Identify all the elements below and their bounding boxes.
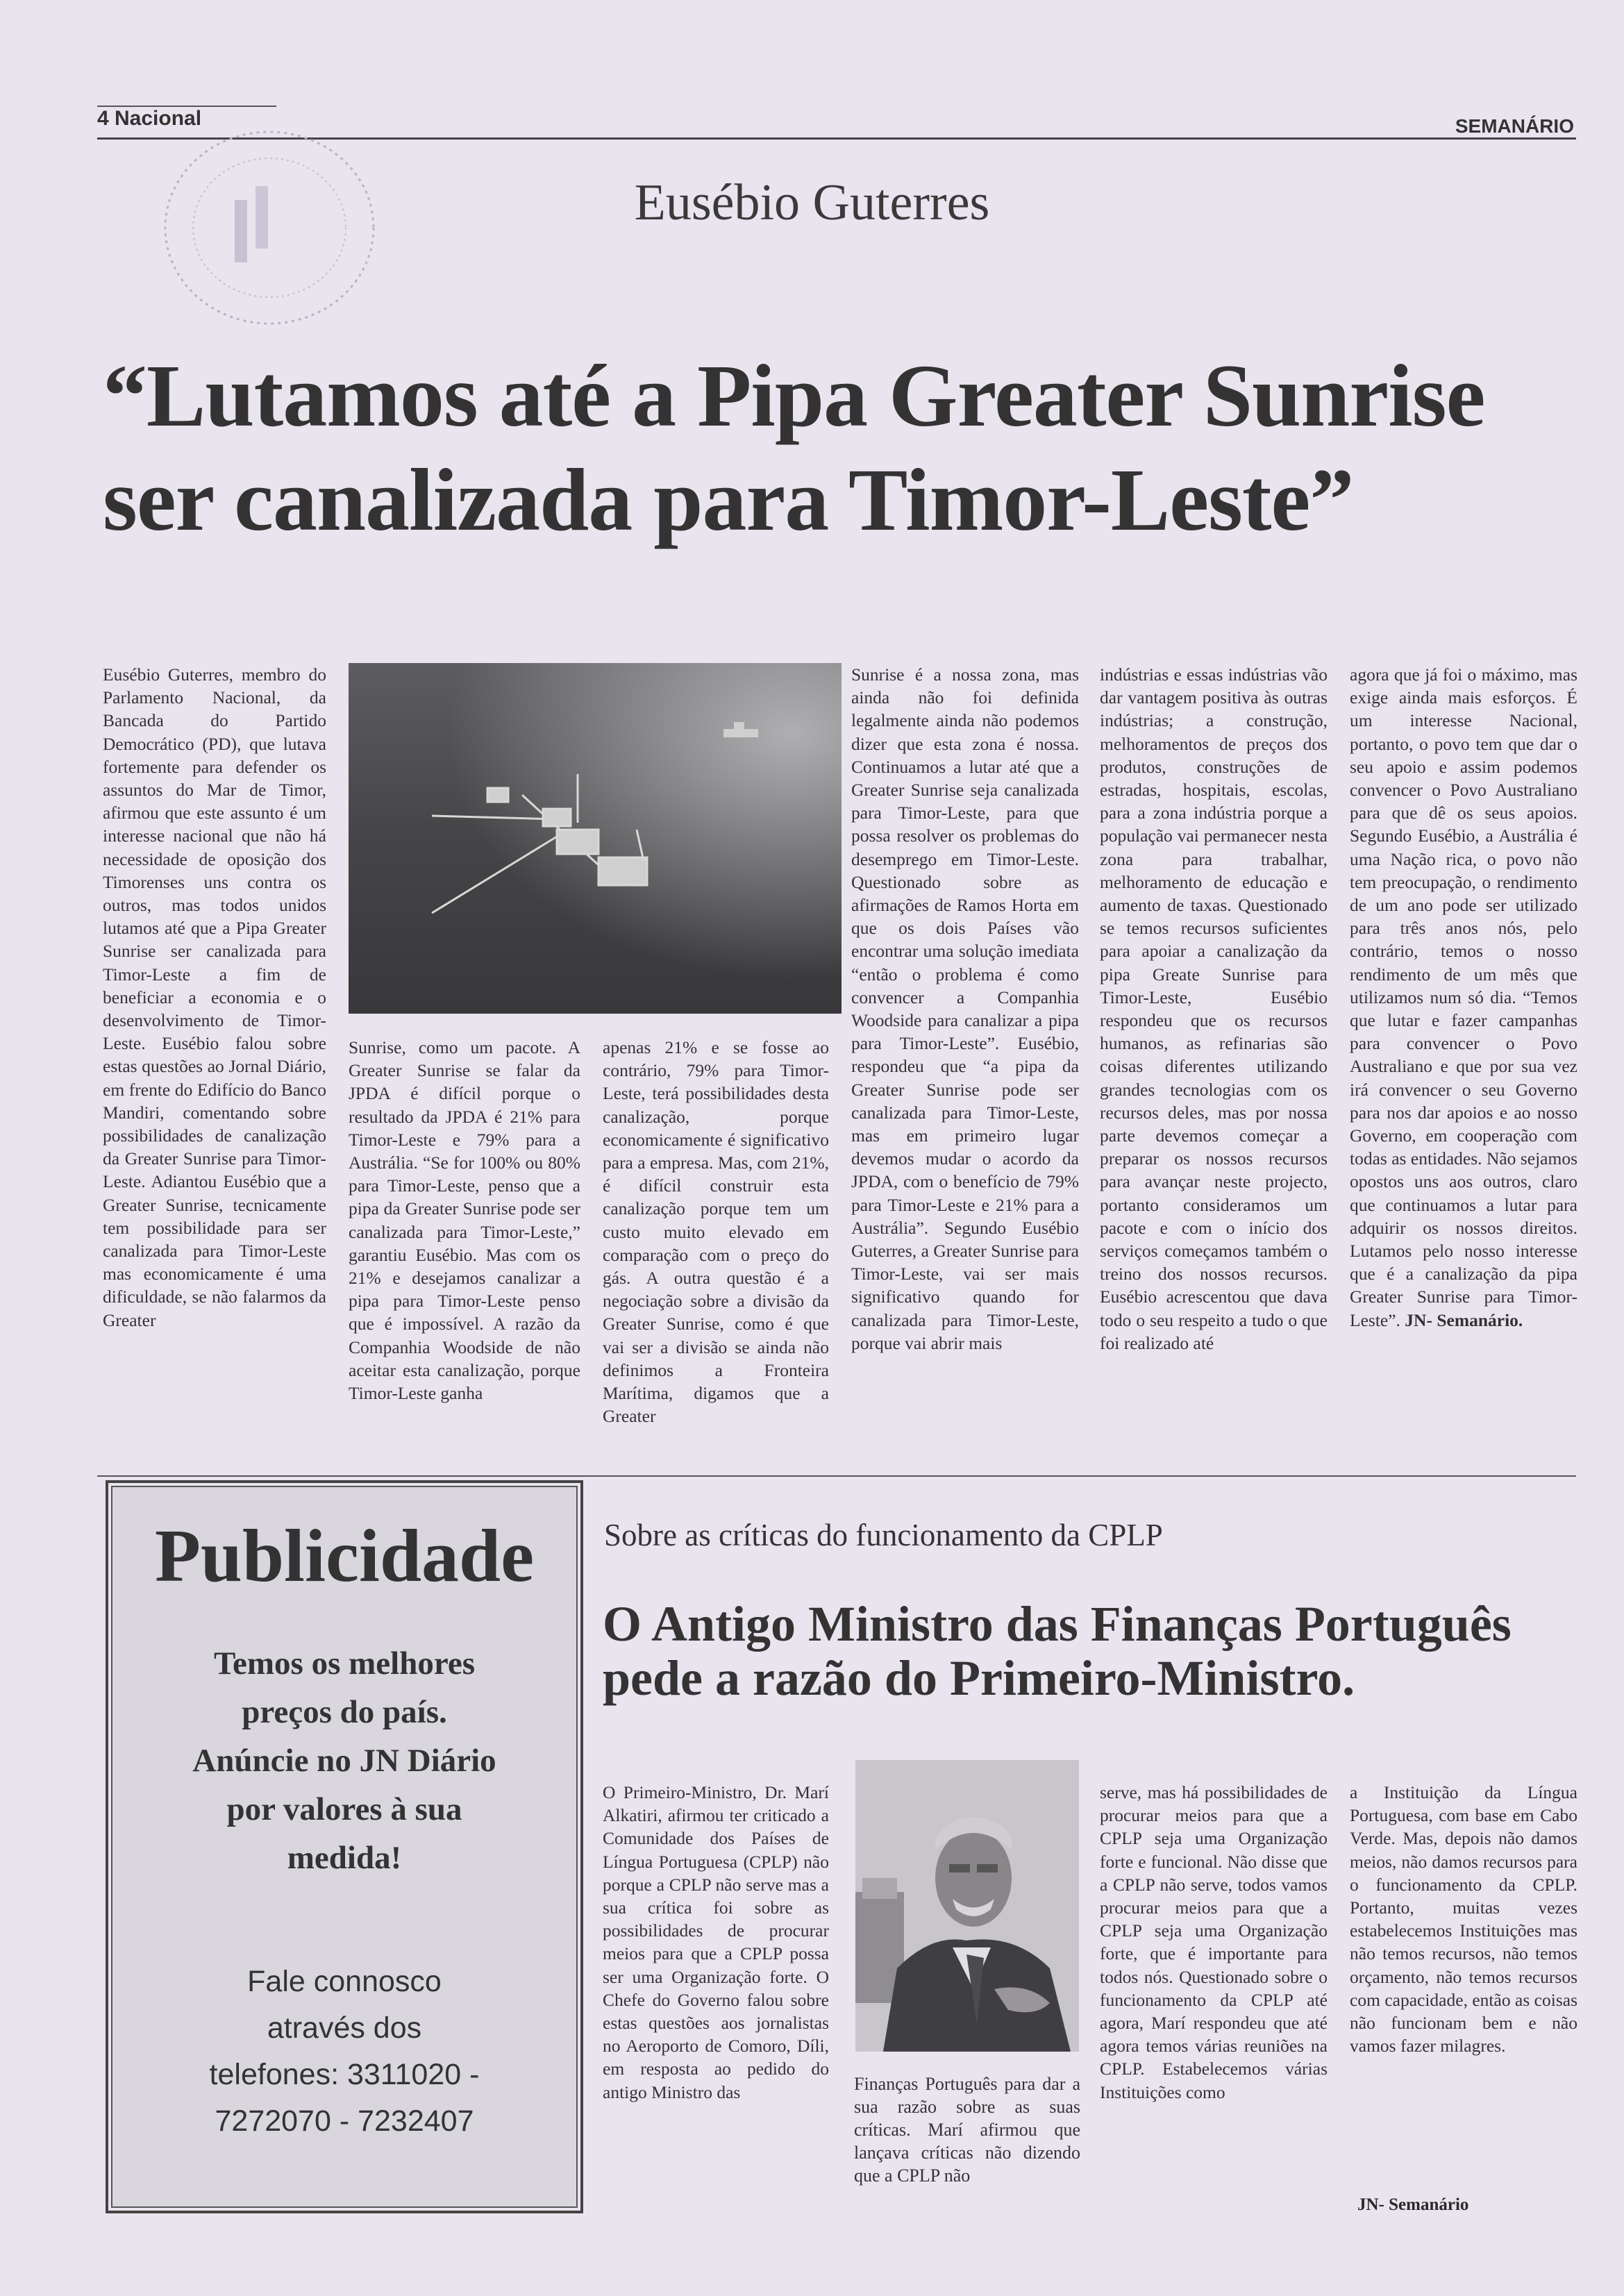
article-column-3 [603, 1036, 829, 1474]
offshore-platform-photo [349, 663, 842, 1014]
article2-column-1 [603, 1781, 829, 2204]
article-signature: JN- Semanário. [1405, 1309, 1523, 1330]
article2-headline [603, 1597, 1582, 1705]
ad-line: preços do país. [242, 1694, 447, 1730]
article-column-6 [1350, 663, 1577, 1474]
minister-portrait-photo [855, 1760, 1079, 2052]
article-text-end: agora que já foi o máximo, mas exige ainda mais esforços. É um interesse Nacional, portanto, o povo tem que dar o seu apoio e assim podemos convencer o Povo Australiano para que dê os seus apoios. Segundo Eusébio, a Austrália é uma Nação rica, o povo não tem preocupação, o rendimento de um ano pode ser utilizado para três anos nós, pelo contrário, temos o nosso rendimento de um mês que utilizamos num só dia. “Temos que lutar e fazer campanhas para convencer o Povo Australiano e que por sua vez irá convencer o seu Governo para nos dar apoios e ao nosso Governo, em cooperação com todas as entidades. Não sejamos opostos uns aos outros, claro que continuamos a lutar para adquirir os nossos direitos. Lutamos pelo nosso interesse que é a canalização da pipa Greater Sunrise para Timor-Leste”. [1350, 664, 1577, 1330]
article2-column-2 [854, 2072, 1080, 2204]
advertisement-box [106, 1480, 583, 2213]
article2-text: O Primeiro-Ministro, Dr. Marí Alkatiri, afirmou ter criticado a Comunidade dos Países de Língua Portuguesa (CPLP) não porque a CPLP não serve mas a sua crítica foi sobre as possibilidades de procurar meios para que a CPLP possa ser uma Organização forte. O Chefe do Governo falou sobre estas questões aos jornalistas no Aeroporto de Comoro, Díli, em resposta ao pedido do antigo Ministro das [603, 1782, 829, 2102]
ad-line: por valores à sua [226, 1791, 462, 1827]
ad-contact-line: através dos [267, 2011, 422, 2045]
article-text: Eusébio Guterres, membro do Parlamento Nacional, da Bancada do Partido Democrático (PD), que lutava fortemente para defender os assuntos do Mar de Timor, afirmou que este assunto é um interesse nacional que não há necessidade de oposição dos Timorenses uns contra os outros, mas todos unidos lutamos até que a Pipa Greater Sunrise ser canalizada para Timor-Leste a fim de beneficiar a economia e o desenvolvimento de Timor-Leste. Eusébio falou sobre estas questões ao Jornal Diário, em frente do Edifício do Banco Mandiri, comentando sobre possibilidades de canalização da Greater Sunrise para Timor-Leste. Adiantou Eusébio que a Greater Sunrise, tecnicamente tem possibilidade para ser canalizada para Timor-Leste mas economicamente é uma dificuldade, se não falarmos da Greater [103, 664, 326, 1330]
article-column-5 [1100, 663, 1328, 1474]
section-divider [97, 1475, 1576, 1477]
ad-title: Publicidade [154, 1515, 535, 1598]
article2-text: serve, mas há possibilidades de procurar meios para que a CPLP seja uma Organização forte e funcional. Não disse que a CPLP não serve, todos vamos procurar meios para que a CPLP seja uma Organização forte, que é importante para todos nós. Questionado sobre o funcionamento da CPLP até agora, Marí respondeu que até agora temos várias reuniões na CPLP. Estabelecemos várias Instituições como [1100, 1782, 1328, 2102]
article-column-4 [851, 663, 1079, 1474]
ad-phone-line: 7272070 - 7232407 [215, 2104, 474, 2138]
article-text: Sunrise é a nossa zona, mas ainda não foi definida legalmente ainda não podemos dizer que esta zona é nossa. Continuamos a lutar até que a Greater Sunrise seja canalizada para Timor-Leste, para que possa resolver os problemas do desemprego em Timor-Leste. Questionado sobre as afirmações de Ramos Horta em que os dois Países vão encontrar uma solução imediata “então o problema é como convencer a Companhia Woodside para canalizar a pipa para Timor-Leste”. Eusébio, respondeu que “a pipa da Greater Sunrise pode ser canalizada para Timor-Leste, mas em primeiro lugar devemos mudar o acordo da JPDA, com o benefício de 79% para Timor-Leste e 21% para a Austrália”. Segundo Eusébio Guterres, a Greater Sunrise para Timor-Leste, vai ser mais significativo quando for canalizada para Timor-Leste, porque vai abrir mais [851, 664, 1079, 1353]
ad-contact [136, 1959, 553, 2145]
headline-line-2: ser canalizada para Timor-Leste” [103, 451, 1354, 549]
headline2-line-2: pede a razão do Primeiro-Ministro. [603, 1650, 1355, 1706]
publication-name: SEMANÁRIO [1455, 115, 1574, 137]
headline2-line-1: O Antigo Ministro das Finanças Português [603, 1596, 1512, 1652]
ad-phone-line: telefones: 3311020 - [209, 2058, 480, 2091]
ad-line: Temos os melhores [214, 1645, 475, 1682]
ad-message [150, 1639, 539, 1882]
article2-text: a Instituição da Língua Portuguesa, com base em Cabo Verde. Mas, depois não damos meios, não damos recursos para o funcionamento da CPLP. Portanto, muitas vezes estabelecemos Instituições mas não temos recursos, não temos orçamento, não temos recursos com capacidade, então as coisas não funcionam bem e não vamos fazer milagres. [1350, 1782, 1577, 2056]
ad-line: Anúncie no JN Diário [192, 1743, 496, 1779]
article-author: Eusébio Guterres [634, 174, 990, 231]
article-text: apenas 21% e se fosse ao contrário, 79% para Timor-Leste, terá possibilidades desta canalização, porque economicamente é significativo para a empresa. Mas, com 21%, é difícil construir esta canalização porque tem um custo muito elevado em comparação com o preço do gás. A outra questão é a negociação sobre a divisão da Greater Sunrise, como é que vai ser a divisão se ainda não definimos a Fronteira Marítima, digamos que a Greater [603, 1037, 829, 1427]
article-column-2 [349, 1036, 580, 1474]
article2-column-3 [1100, 1781, 1328, 2204]
article2-column-4 [1350, 1781, 1577, 2149]
article-text: Sunrise, como um pacote. A Greater Sunrise se falar da JPDA é difícil porque o resultado da JPDA é 21% para Timor-Leste e 79% para a Austrália. “Se for 100% ou 80% para Timor-Leste, penso que a pipa da Greater Sunrise pode ser canalizada para Timor-Leste,” garantiu Eusébio. Mas com os 21% e desejamos canalizar a pipa para Timor-Leste penso que é impossível. A razão da Companhia Woodside de não aceitar esta canalização, porque Timor-Leste ganha [349, 1037, 580, 1404]
ad-line: medida! [287, 1840, 402, 1876]
article2-signature: JN- Semanário [1357, 2195, 1469, 2214]
article2-kicker: Sobre as críticas do funcionamento da CPLP [604, 1518, 1163, 1552]
article-text [1350, 663, 1577, 1332]
article-text: indústrias e essas indústrias vão dar vantagem positiva às outras indústrias; a construção, melhoramentos de preços dos produtos, construções de estradas, hospitais, escolas, para a zona indústria porque a população vai permanecer nesta zona para trabalhar, melhoramento de educação e aumento de taxas. Questionado se temos recursos suficientes para apoiar a canalização da pipa Greate Sunrise para Timor-Leste, Eusébio respondeu que os recursos humanos, as refinarias são coisas diferentes utilizando grandes tecnologias com os recursos deles, mas por nossa parte devemos começar a preparar os nossos recursos para avançar neste projecto, portanto consideramos um pacote e com o início dos serviços começamos também o treino dos nossos recursos. Eusébio acrescentou que dava todo o seu respeito a tudo o que foi realizado até [1100, 664, 1328, 1353]
page-section-label: 4 Nacional [97, 107, 202, 130]
ad-contact-line: Fale connosco [247, 1965, 442, 1998]
article-headline [103, 344, 1596, 552]
article-column-1 [103, 663, 326, 1474]
article2-text: Finanças Português para dar a sua razão sobre as suas críticas. Marí afirmou que lançava críticas não dizendo que a CPLP não [854, 2074, 1080, 2186]
headline-line-1: “Lutamos até a Pipa Greater Sunrise [103, 346, 1485, 445]
